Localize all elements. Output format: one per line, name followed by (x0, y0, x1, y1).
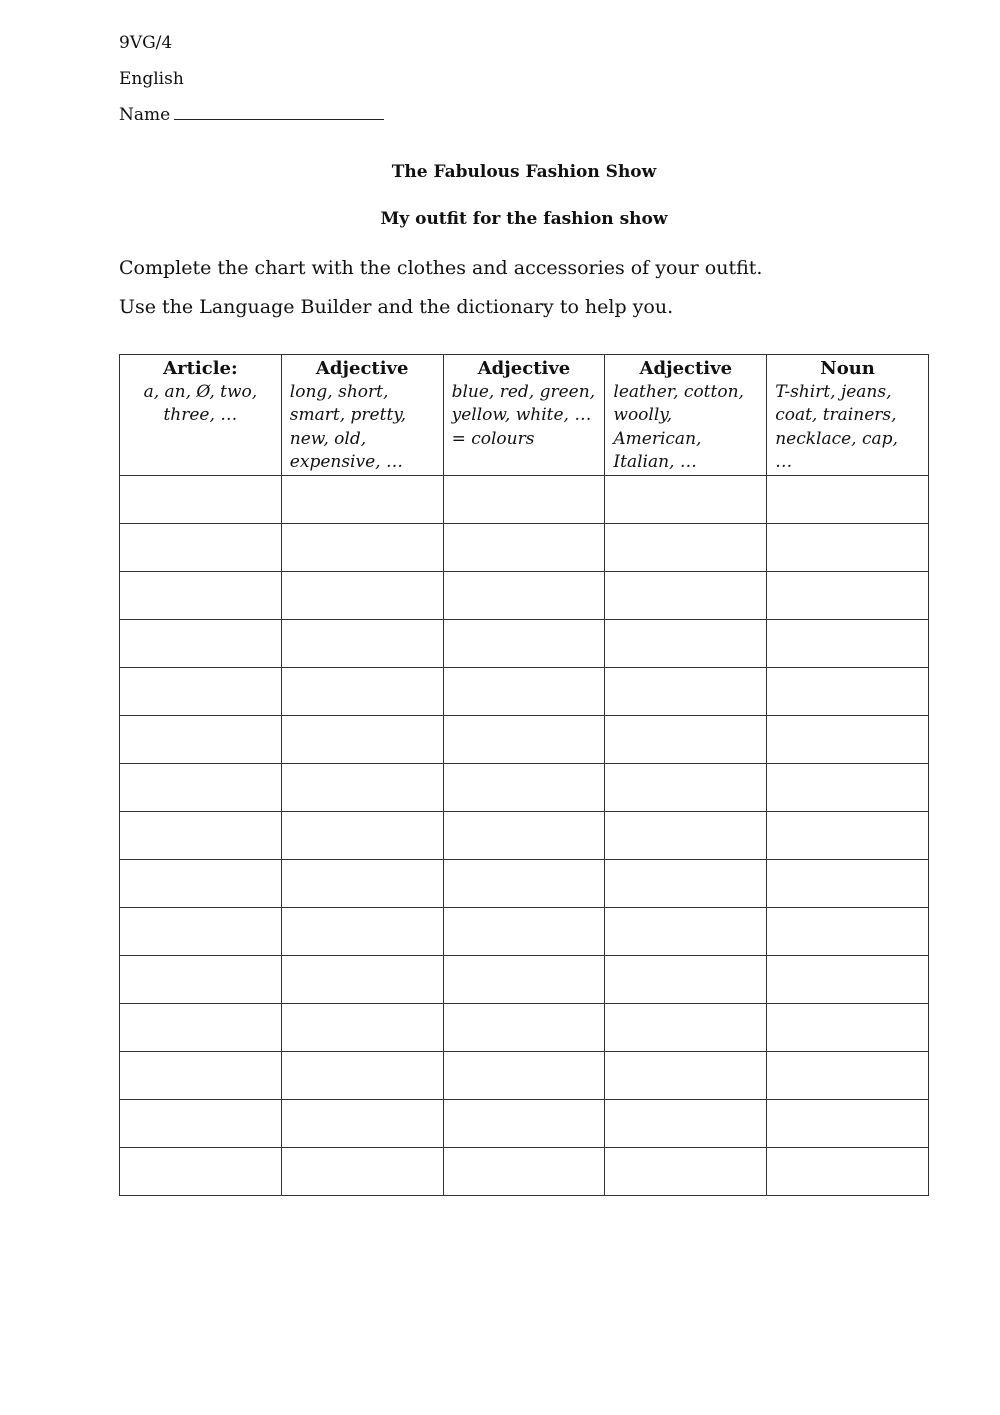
instruction-2: Use the Language Builder and the dictionary to help you. (119, 296, 674, 318)
column-examples: long, short, smart, pretty, new, old, expensive, … (289, 381, 407, 472)
blank-cell[interactable] (605, 811, 767, 859)
blank-cell[interactable] (120, 475, 282, 523)
blank-cell[interactable] (443, 523, 605, 571)
blank-cell[interactable] (767, 571, 929, 619)
blank-cell[interactable] (605, 907, 767, 955)
blank-cell[interactable] (443, 955, 605, 1003)
blank-cell[interactable] (605, 763, 767, 811)
table-row (120, 859, 929, 907)
table-row (120, 619, 929, 667)
blank-cell[interactable] (443, 811, 605, 859)
blank-cell[interactable] (443, 1147, 605, 1195)
blank-cell[interactable] (443, 763, 605, 811)
blank-cell[interactable] (281, 475, 443, 523)
blank-cell[interactable] (767, 763, 929, 811)
column-examples: blue, red, green, yellow, white, … = colours (451, 381, 596, 449)
blank-cell[interactable] (281, 811, 443, 859)
blank-cell[interactable] (120, 1003, 282, 1051)
blank-cell[interactable] (767, 955, 929, 1003)
blank-cell[interactable] (443, 571, 605, 619)
worksheet-title: The Fabulous Fashion Show (391, 162, 657, 182)
name-blank-field[interactable] (174, 103, 384, 120)
blank-cell[interactable] (767, 907, 929, 955)
blank-cell[interactable] (767, 715, 929, 763)
chart-body (120, 475, 929, 1195)
blank-cell[interactable] (767, 1003, 929, 1051)
blank-cell[interactable] (605, 619, 767, 667)
table-row (120, 1147, 929, 1195)
table-row (120, 811, 929, 859)
blank-cell[interactable] (120, 1147, 282, 1195)
blank-cell[interactable] (120, 571, 282, 619)
blank-cell[interactable] (120, 523, 282, 571)
blank-cell[interactable] (767, 475, 929, 523)
column-examples: a, an, Ø, two, three, … (143, 381, 258, 425)
column-header-noun (767, 355, 929, 476)
blank-cell[interactable] (443, 667, 605, 715)
blank-cell[interactable] (281, 1051, 443, 1099)
blank-cell[interactable] (120, 907, 282, 955)
name-label: Name (119, 105, 171, 125)
subject-label: English (119, 69, 184, 89)
worksheet-subtitle: My outfit for the fashion show (380, 209, 668, 229)
table-row (120, 763, 929, 811)
column-examples: leather, cotton, woolly, American, Italian, … (613, 381, 744, 472)
chart-header-row (120, 355, 929, 476)
blank-cell[interactable] (120, 1051, 282, 1099)
blank-cell[interactable] (120, 715, 282, 763)
blank-cell[interactable] (605, 1147, 767, 1195)
blank-cell[interactable] (443, 907, 605, 955)
table-row (120, 475, 929, 523)
column-header-adjective-2 (443, 355, 605, 476)
column-header-article (120, 355, 282, 476)
blank-cell[interactable] (120, 859, 282, 907)
table-row (120, 955, 929, 1003)
column-examples: T-shirt, jeans, coat, trainers, necklace, cap, … (775, 381, 898, 472)
blank-cell[interactable] (605, 955, 767, 1003)
blank-cell[interactable] (605, 1003, 767, 1051)
column-header-adjective-3 (605, 355, 767, 476)
class-code: 9VG/4 (119, 33, 173, 53)
table-row (120, 907, 929, 955)
column-heading: Adjective (477, 358, 571, 379)
blank-cell[interactable] (767, 667, 929, 715)
table-row (120, 1099, 929, 1147)
blank-cell[interactable] (767, 619, 929, 667)
table-row (120, 571, 929, 619)
blank-cell[interactable] (767, 1051, 929, 1099)
blank-cell[interactable] (605, 475, 767, 523)
blank-cell[interactable] (767, 1099, 929, 1147)
table-row (120, 715, 929, 763)
blank-cell[interactable] (767, 1147, 929, 1195)
blank-cell[interactable] (767, 859, 929, 907)
column-heading: Adjective (639, 358, 733, 379)
blank-cell[interactable] (120, 955, 282, 1003)
instruction-1: Complete the chart with the clothes and accessories of your outfit. (119, 257, 763, 279)
column-heading: Noun (820, 358, 875, 379)
blank-cell[interactable] (281, 571, 443, 619)
blank-cell[interactable] (281, 715, 443, 763)
blank-cell[interactable] (605, 715, 767, 763)
blank-cell[interactable] (281, 763, 443, 811)
blank-cell[interactable] (767, 523, 929, 571)
blank-cell[interactable] (281, 1099, 443, 1147)
outfit-chart (119, 354, 929, 1196)
column-heading: Article: (163, 358, 238, 379)
blank-cell[interactable] (605, 1051, 767, 1099)
blank-cell[interactable] (281, 955, 443, 1003)
blank-cell[interactable] (120, 619, 282, 667)
blank-cell[interactable] (281, 1003, 443, 1051)
blank-cell[interactable] (605, 523, 767, 571)
table-row (120, 667, 929, 715)
table-row (120, 1003, 929, 1051)
table-row (120, 523, 929, 571)
blank-cell[interactable] (120, 667, 282, 715)
blank-cell[interactable] (281, 907, 443, 955)
blank-cell[interactable] (281, 1147, 443, 1195)
table-row (120, 1051, 929, 1099)
blank-cell[interactable] (120, 1099, 282, 1147)
blank-cell[interactable] (443, 859, 605, 907)
blank-cell[interactable] (605, 571, 767, 619)
blank-cell[interactable] (281, 859, 443, 907)
column-header-adjective-1 (281, 355, 443, 476)
blank-cell[interactable] (281, 667, 443, 715)
blank-cell[interactable] (605, 1099, 767, 1147)
blank-cell[interactable] (443, 619, 605, 667)
name-line (119, 103, 384, 126)
blank-cell[interactable] (443, 1003, 605, 1051)
blank-cell[interactable] (120, 763, 282, 811)
blank-cell[interactable] (120, 811, 282, 859)
blank-cell[interactable] (605, 859, 767, 907)
blank-cell[interactable] (767, 811, 929, 859)
column-heading: Adjective (315, 358, 409, 379)
blank-cell[interactable] (443, 715, 605, 763)
blank-cell[interactable] (443, 475, 605, 523)
blank-cell[interactable] (443, 1099, 605, 1147)
blank-cell[interactable] (281, 619, 443, 667)
blank-cell[interactable] (281, 523, 443, 571)
blank-cell[interactable] (443, 1051, 605, 1099)
blank-cell[interactable] (605, 667, 767, 715)
